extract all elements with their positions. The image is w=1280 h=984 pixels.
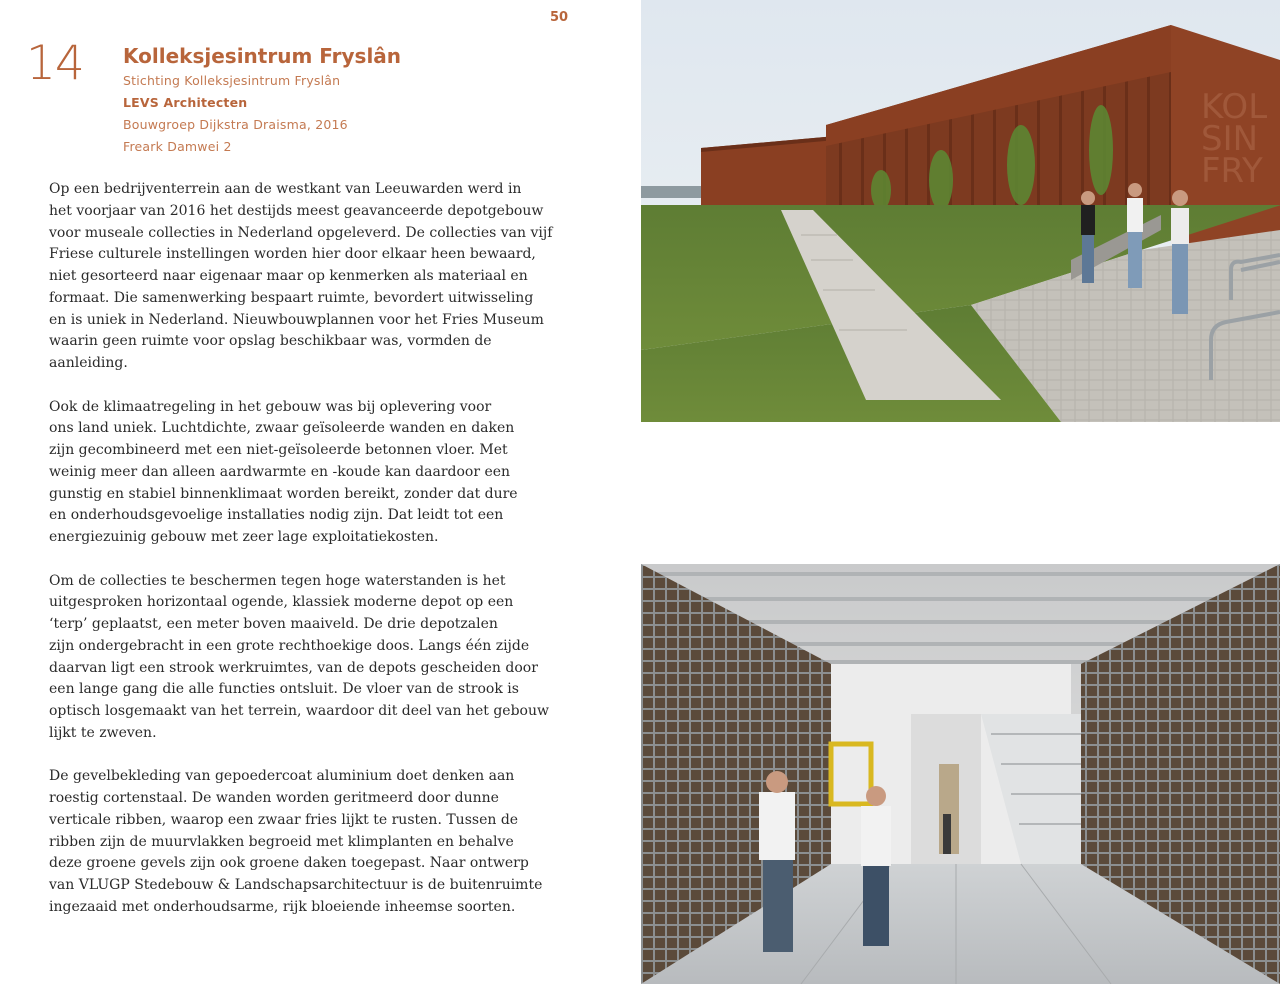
entry-number: 14 xyxy=(26,36,84,91)
text-line: aanleiding. xyxy=(49,355,128,371)
body-paragraph xyxy=(49,766,549,918)
text-line: van VLUGP Stedebouw & Landschapsarchitectuur is de buitenruimte xyxy=(49,877,543,893)
text-line: Ook de klimaatregeling in het gebouw was bij oplevering voor xyxy=(49,398,492,415)
text-line: ons land uniek. Luchtdichte, zwaar geïsoleerde wanden en daken xyxy=(49,420,515,437)
text-line: lijkt te zweven. xyxy=(49,724,157,741)
text-line: een lange gang die alle functies ontsluit. De vloer van de strook is xyxy=(49,681,519,698)
text-line: ribben zijn de muurvlakken begroeid met klimplanten en behalve xyxy=(49,833,514,850)
text-line: en onderhoudsgevoelige installaties nodig zijn. Dat leidt tot een xyxy=(49,507,504,524)
text-line: het voorjaar van 2016 het destijds meest geavanceerde depotgebouw xyxy=(49,202,544,219)
article-body xyxy=(49,179,553,940)
entry-architect: LEVS Architecten xyxy=(123,95,248,110)
facade-sign-text: FRY xyxy=(1201,151,1263,191)
text-line: zijn gecombineerd met een niet-geïsoleerde betonnen vloer. Met xyxy=(49,442,508,458)
text-line: voor museale collecties in Nederland opgeleverd. De collecties van vijf xyxy=(49,224,553,241)
text-line: uitgesproken horizontaal ogende, klassiek moderne depot op een xyxy=(49,594,514,611)
entry-address: Freark Damwei 2 xyxy=(123,139,232,154)
text-line: deze groene gevels zijn ook groene daken toegepast. Naar ontwerp xyxy=(49,855,529,872)
text-line: Op een bedrijventerrein aan de westkant van Leeuwarden werd in xyxy=(49,181,522,197)
text-line: gunstig en stabiel binnenklimaat worden bereikt, zonder dat dure xyxy=(49,485,518,502)
text-line: optisch losgemaakt van het terrein, waardoor dit deel van het gebouw xyxy=(49,703,549,719)
entry-title: Kolleksjesintrum Fryslân xyxy=(123,44,402,68)
body-paragraph xyxy=(49,179,553,375)
text-line: Om de collecties te beschermen tegen hoge waterstanden is het xyxy=(49,572,506,589)
text-line: energiezuinig gebouw met zeer lage exploitatiekosten. xyxy=(49,529,439,545)
text-line: formaat. Die samenwerking bespaart ruimte, bevordert uitwisseling xyxy=(49,289,534,306)
page-number: 50 xyxy=(549,10,569,25)
text-line: ingezaaid met onderhoudsarme, rijk bloeiende inheemse soorten. xyxy=(49,898,516,915)
text-line: zijn ondergebracht in een grote rechthoekige doos. Langs één zijde xyxy=(49,637,530,654)
body-paragraph xyxy=(49,571,549,745)
entry-contractor-year: Bouwgroep Dijkstra Draisma, 2016 xyxy=(123,117,348,132)
text-line: Friese culturele instellingen worden hier door elkaar heen bewaard, xyxy=(49,246,536,263)
text-line: waarin geen ruimte voor opslag beschikbaar was, vormden de xyxy=(49,333,492,350)
text-line: en is uniek in Nederland. Nieuwbouwplannen voor het Fries Museum xyxy=(49,311,544,328)
interior-photo xyxy=(641,564,1280,984)
facade-sign-text: KOL xyxy=(1201,87,1268,127)
entry-client: Stichting Kolleksjesintrum Fryslân xyxy=(123,73,341,88)
text-line: niet gesorteerd naar eigenaar maar op kenmerken als materiaal en xyxy=(49,268,528,284)
facade-sign-text: SIN xyxy=(1201,119,1259,159)
body-paragraph xyxy=(49,397,549,549)
exterior-photo xyxy=(641,0,1280,422)
entry-header xyxy=(123,43,543,158)
text-line: weinig meer dan alleen aardwarmte en -koude kan daardoor een xyxy=(49,463,511,480)
text-line: daarvan ligt een strook werkruimtes, van de depots gescheiden door xyxy=(49,659,538,676)
text-line: verticale ribben, waarop een zwaar fries lijkt te rusten. Tussen de xyxy=(49,811,519,828)
text-line: roestig cortenstaal. De wanden worden geritmeerd door dunne xyxy=(49,790,499,806)
text-line: ‘terp’ geplaatst, een meter boven maaiveld. De drie depotzalen xyxy=(49,616,498,632)
text-line: De gevelbekleding van gepoedercoat aluminium doet denken aan xyxy=(49,768,515,785)
